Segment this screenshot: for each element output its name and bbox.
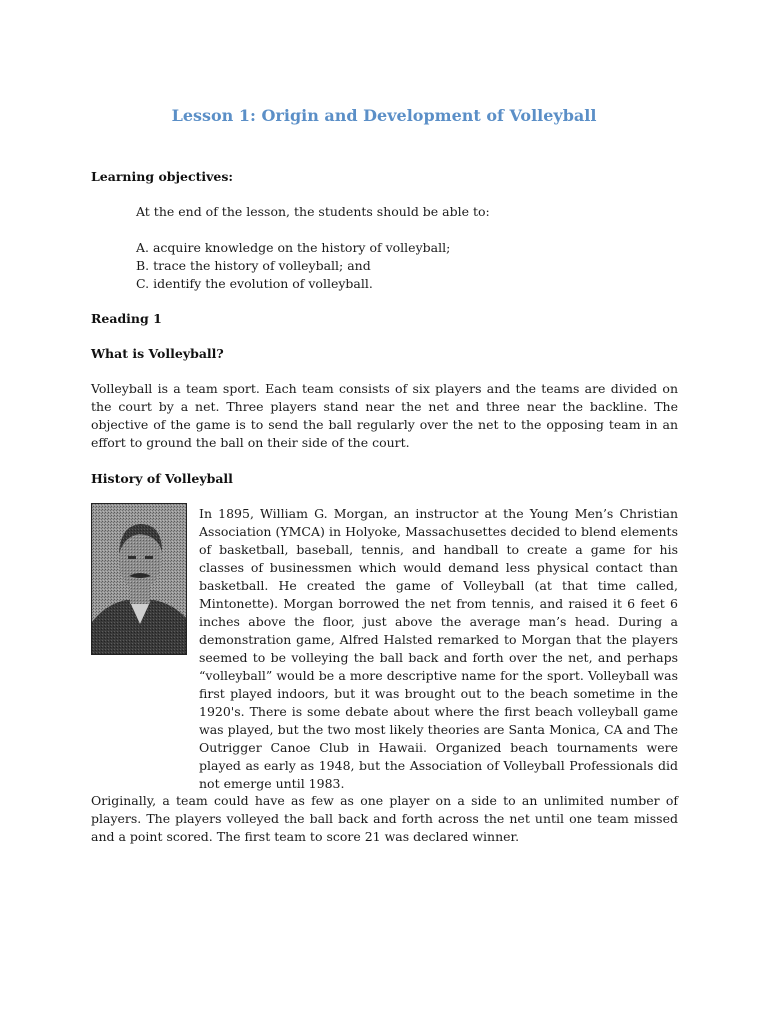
reading-label: Reading 1 [91,311,162,326]
objectives-list [136,239,450,293]
portrait-photo-icon [91,503,187,655]
page-title: Lesson 1: Origin and Development of Volleyball [171,106,597,125]
closing-paragraph: Originally, a team could have as few as one player on a side to an unlimited number of players. The players volleyed the ball back and forth across the net until one team missed and a point scored. The first team to score 21 was declared winner. [91,793,678,844]
objective-item: A. acquire knowledge on the history of volleyball; [136,240,451,255]
objectives-heading: Learning objectives: [91,169,233,184]
what-is-heading: What is Volleyball? [91,346,224,361]
objectives-intro: At the end of the lesson, the students should be able to: [136,204,490,219]
history-paragraph: In 1895, William G. Morgan, an instructor at the Young Men’s Christian Association (YMCA) in Holyoke, Massachusettes decided to blend elements of basketball, baseball, tennis, and handball to create a game for his classes of businessmen which would demand less physical contact than basketball. He created the game of Volleyball (at that time called, Mintonette). Morgan borrowed the net from tennis, and raised it 6 feet 6 inches above the floor, just above the average man’s head. During a demonstration game, Alfred Halsted remarked to Morgan that the players seemed to be volleying the ball back and forth over the net, and perhaps “volleyball” would be a more descriptive name for the sport. Volleyball was first played indoors, but it was brought out to the beach sometime in the 1920's. There is some debate about where the first beach volleyball game was played, but the two most likely theories are Santa Monica, CA and The Outrigger Canoe Club in Hawaii. Organized beach tournaments were played as early as 1948, but the Association of Volleyball Professionals did not emerge until 1983. [199,506,678,791]
what-is-paragraph: Volleyball is a team sport. Each team consists of six players and the teams are divided on the court by a net. Three players stand near the net and three near the backline. The objective of the game is to send the ball regularly over the net to the opposing team in an effort to ground the ball on their side of the court. [91,381,678,450]
history-heading: History of Volleyball [91,471,233,486]
objective-item: C. identify the evolution of volleyball. [136,276,373,291]
objective-item: B. trace the history of volleyball; and [136,258,371,273]
